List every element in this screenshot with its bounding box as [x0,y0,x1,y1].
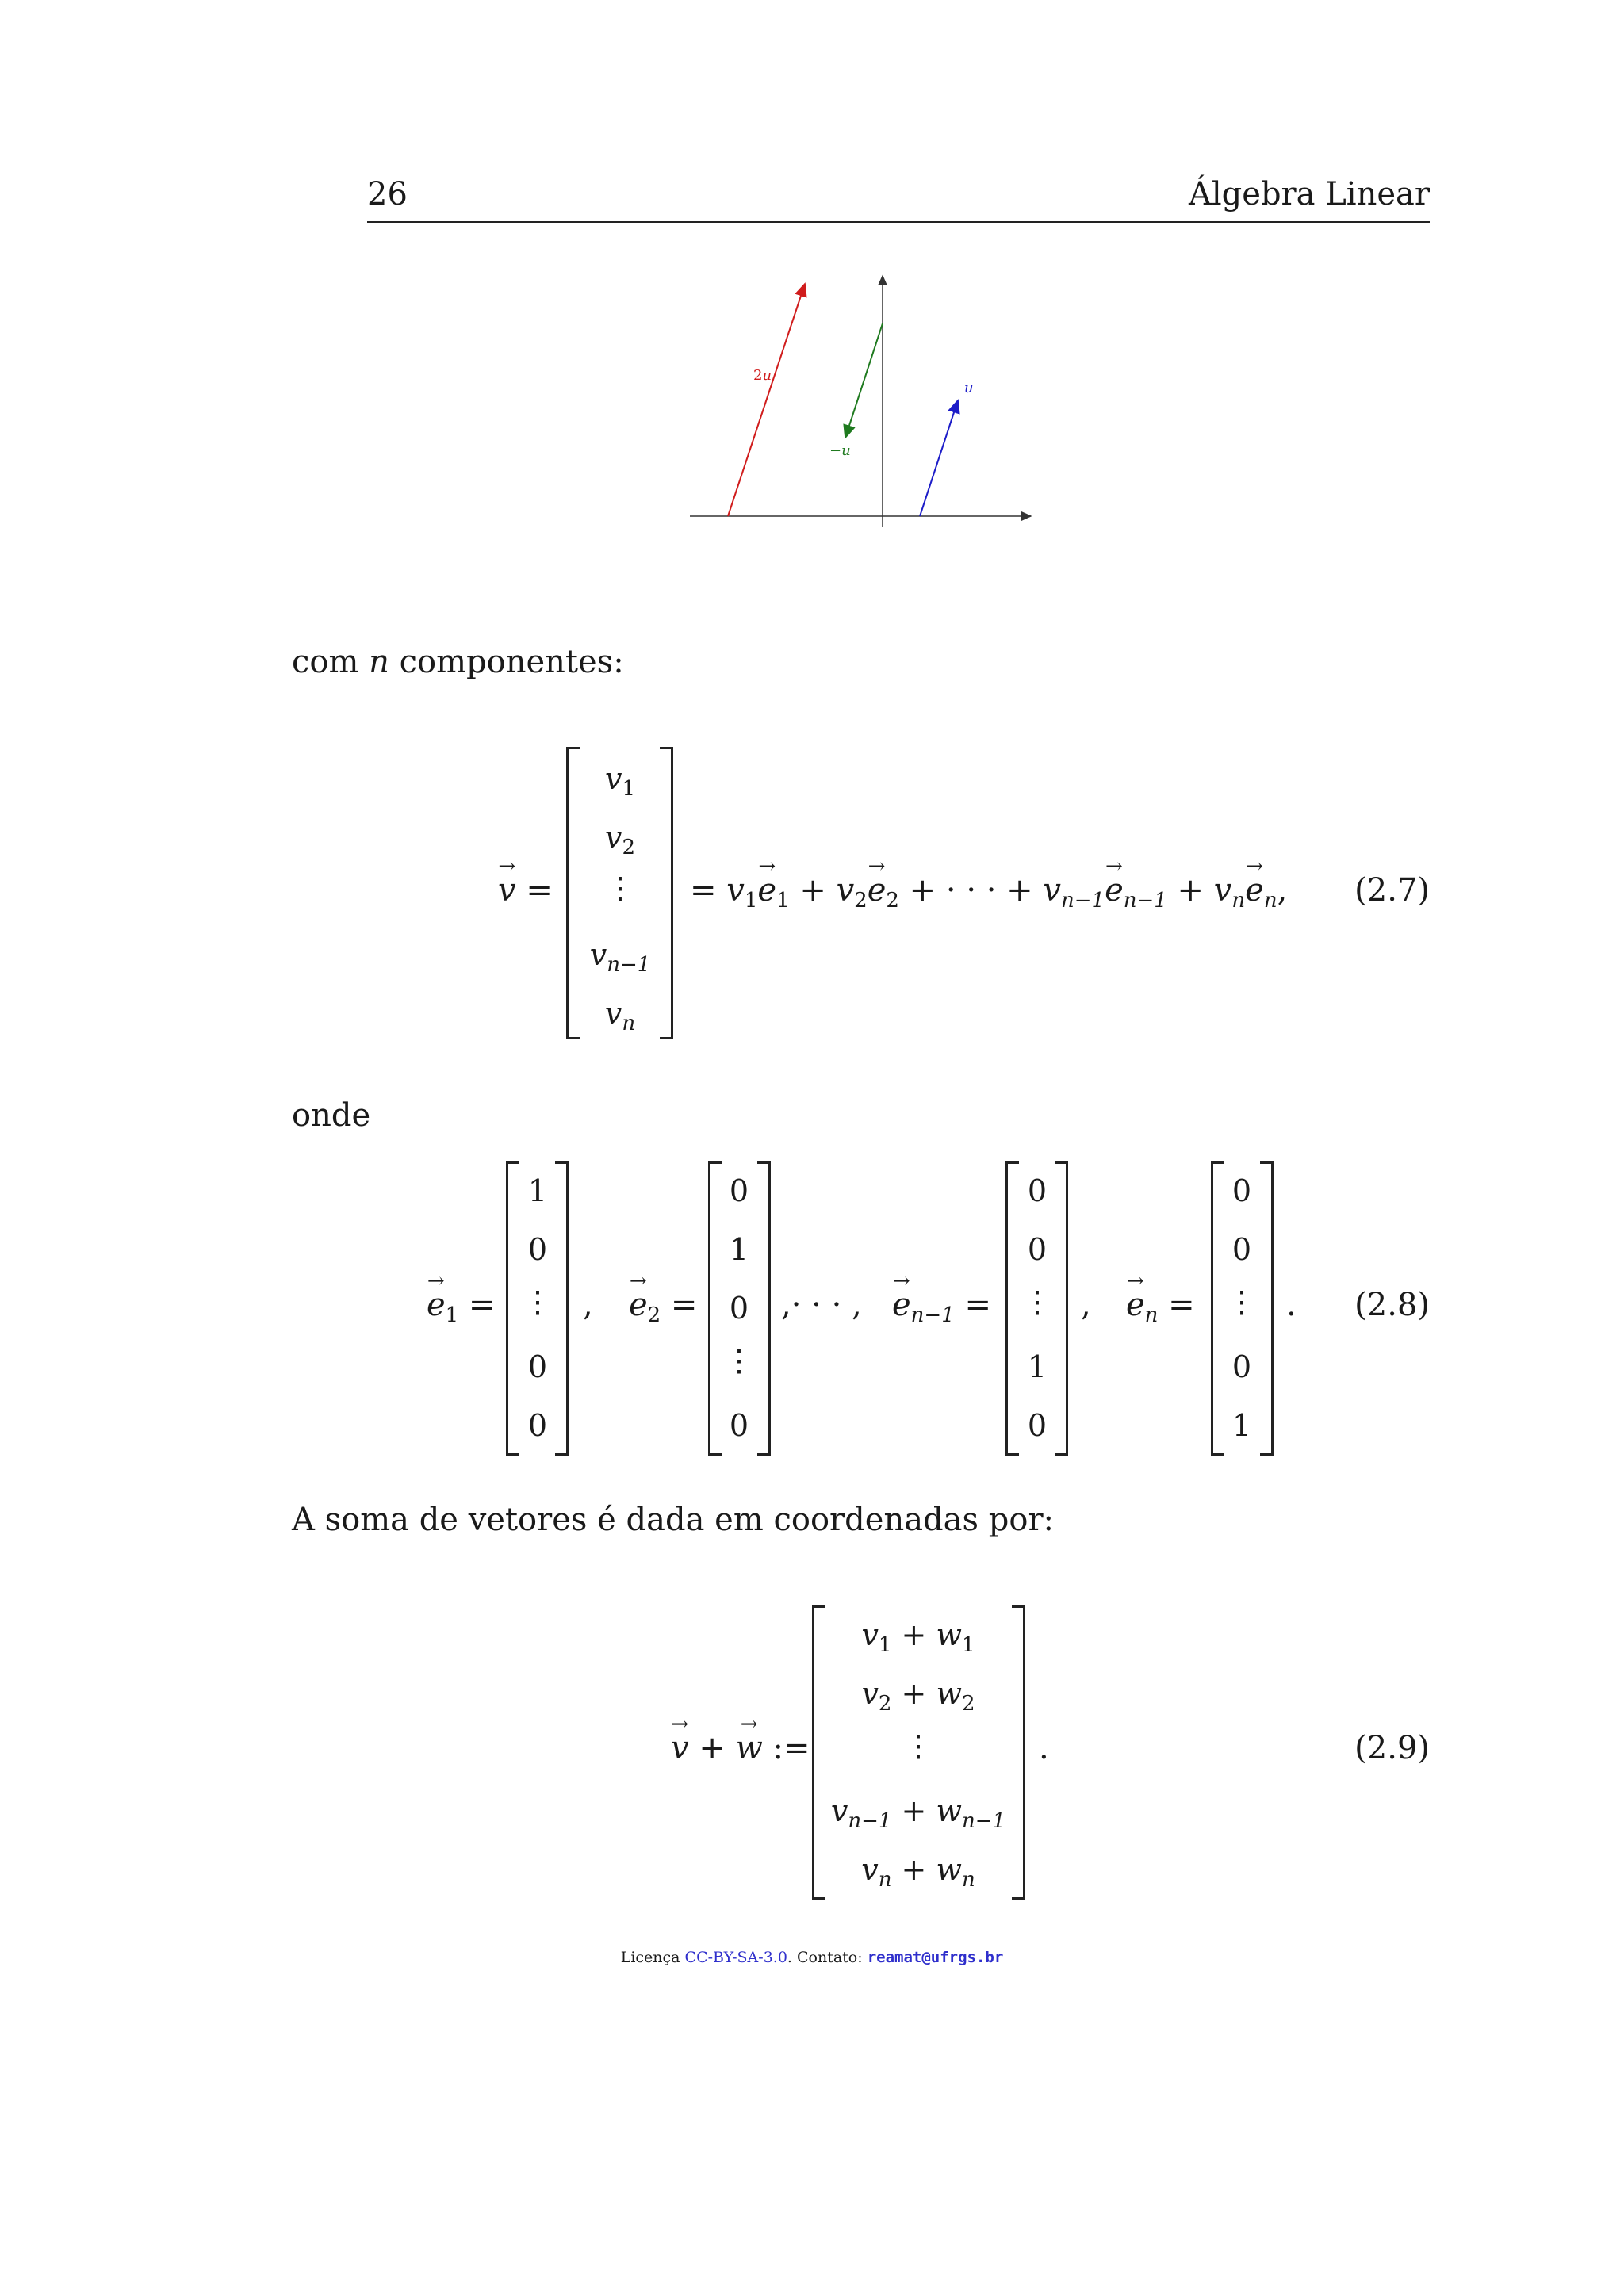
eq29-lhs: → v + → w := [671,1730,810,1766]
eq27-entry-3: ⋮ [605,871,635,905]
eq28-number: (2.8) [1354,1287,1430,1323]
en-entry-4: 0 [1231,1349,1252,1384]
enm1-bracket-right [1055,1161,1068,1456]
label-u: u [964,380,974,396]
eq27-entry-4: $v_{n-1}$ [589,937,651,977]
e1-entry-4: 0 [527,1349,548,1384]
intro-text: com n componentes: [292,644,624,680]
eq29-entry-4: $v_{n-1} + w_{n-1}$ [830,1793,1006,1833]
eq29-bracket-left [812,1605,825,1900]
enm1-entry-2: 0 [1027,1232,1048,1267]
eq29-bracket-right [1012,1605,1025,1900]
vector-minus-u [845,323,883,438]
enm1-entry-4: 1 [1027,1349,1048,1384]
en-entry-2: 0 [1231,1232,1252,1267]
e1-entry-3: ⋮ [523,1284,553,1319]
eq27-bracket-left [566,747,580,1039]
eq27-entry-1: $v_1$ [604,761,636,801]
eq27-rhs: = $v_1\to e_1 + v_2\to e_2$ + · · · + $v_{n-1}\to e_{n-1} + v_n\to e_n$, [690,872,1287,913]
eq27-number: (2.7) [1354,872,1430,909]
soma-text: A soma de vetores é dada em coordenadas por: [292,1502,1055,1538]
en-entry-5: 1 [1231,1408,1252,1443]
onde-text: onde [292,1097,371,1134]
vector-figure [674,262,1039,547]
e2-entry-1: 0 [729,1173,749,1208]
eq27-lhs: → v = [498,872,553,909]
eq29-entry-5: $v_n + w_n$ [861,1852,975,1892]
eq28-en-lhs: → $e_n$ = [1126,1287,1195,1327]
page-number: 26 [367,176,408,212]
eq29-entry-2: $v_2 + w_2$ [861,1676,975,1716]
eq28-comma-2: , [1081,1287,1091,1323]
enm1-entry-5: 0 [1027,1408,1048,1443]
eq29-entry-3: ⋮ [903,1728,933,1763]
vector-2u [728,284,805,516]
vector-u [920,400,958,516]
eq28-e2-lhs: → $e_2$ = [629,1287,697,1327]
footer: Licença CC-BY-SA-3.0. Contato: reamat@ufrgs.br [620,1949,1004,1966]
en-bracket-right [1260,1161,1274,1456]
e2-entry-5: 0 [729,1408,749,1443]
eq28-dots: ,· · · , [781,1287,862,1323]
e2-entry-2: 1 [729,1232,749,1267]
eq28-enm1-lhs: → $e_{n-1}$ = [892,1287,991,1327]
eq27-bracket-right [660,747,673,1039]
running-title: Álgebra Linear [1188,176,1430,212]
en-bracket-left [1211,1161,1224,1456]
e2-bracket-left [708,1161,722,1456]
header-rule [367,221,1430,223]
en-entry-1: 0 [1231,1173,1252,1208]
e1-bracket-right [555,1161,569,1456]
e1-entry-5: 0 [527,1408,548,1443]
eq28-period: . [1286,1287,1297,1323]
label-minus-u: −u [829,442,851,459]
eq28-comma-1: , [583,1287,593,1323]
eq27-entry-5: $v_n$ [604,996,636,1035]
e1-bracket-left [506,1161,519,1456]
e2-entry-4: ⋮ [724,1343,754,1378]
e2-bracket-right [757,1161,771,1456]
enm1-entry-3: ⋮ [1022,1284,1052,1319]
e1-entry-2: 0 [527,1232,548,1267]
email-link[interactable]: reamat@ufrgs.br [867,1949,1004,1966]
eq28-e1-lhs: → $e_1$ = [427,1287,495,1327]
eq29-entry-1: $v_1 + w_1$ [861,1617,975,1657]
enm1-bracket-left [1005,1161,1019,1456]
eq29-period: . [1039,1730,1049,1766]
enm1-entry-1: 0 [1027,1173,1048,1208]
license-link[interactable]: CC-BY-SA-3.0 [684,1949,787,1966]
e2-entry-3: 0 [729,1291,749,1326]
en-entry-3: ⋮ [1227,1284,1257,1319]
eq29-number: (2.9) [1354,1730,1430,1766]
label-2u: 2u [753,367,772,384]
e1-entry-1: 1 [527,1173,548,1208]
eq27-entry-2: $v_2$ [604,820,636,859]
